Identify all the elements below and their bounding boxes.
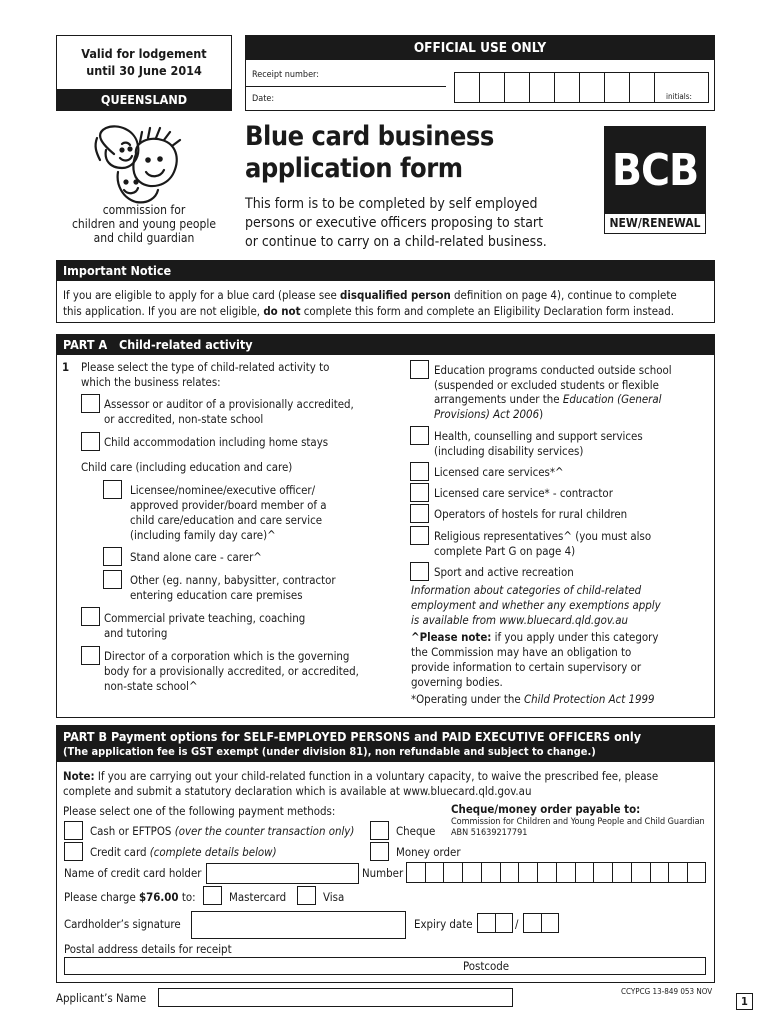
label-applicant-name: Applicant’s Name — [56, 991, 147, 1005]
question-number: 1 — [62, 360, 70, 374]
note-line1: ^Please note: if you apply under this category — [411, 630, 659, 644]
label-health-2: (including disability services) — [434, 444, 584, 458]
label-mastercard: Mastercard — [229, 890, 287, 904]
checkbox-cash[interactable] — [64, 821, 83, 840]
label-religious-1: Religious representatives^ (you must also — [434, 529, 652, 543]
checkbox-mastercard[interactable] — [203, 886, 222, 905]
validity-box — [56, 35, 232, 111]
label-commercial-1: Commercial private teaching, coaching — [104, 611, 306, 625]
cardholder-name-input[interactable] — [206, 863, 359, 884]
label-signature: Cardholder’s signature — [64, 917, 181, 931]
label-director-2: body for a provisionally accredited, or accredited, — [104, 664, 359, 678]
notice-heading: Important Notice — [57, 261, 714, 281]
checkbox-assessor[interactable] — [81, 394, 100, 413]
label-standalone: Stand alone care - carer^ — [130, 550, 262, 564]
label-hostels: Operators of hostels for rural children — [434, 507, 628, 521]
payable-line2: ABN 51639217791 — [451, 828, 528, 838]
notice-line1: If you are eligible to apply for a blue card (please see disqualified person definition on page 4), continue to complete — [63, 288, 677, 302]
label-director-1: Director of a corporation which is the governing — [104, 649, 350, 663]
checkbox-religious[interactable] — [410, 526, 429, 545]
note-line3: provide information to certain supervisory or — [411, 660, 642, 674]
part-b-heading-line2: (The application fee is GST exempt (under division 81), non refundable and subject to change.) — [63, 745, 596, 758]
checkbox-credit[interactable] — [64, 842, 83, 861]
info-line2: employment and whether any exemptions apply — [411, 598, 661, 612]
org-line3: and child guardian — [93, 231, 195, 245]
label-credit: Credit card (complete details below) — [90, 845, 277, 859]
notice-box — [56, 260, 715, 323]
intro-line2: persons or executive officers proposing to start — [245, 215, 544, 231]
expiry-month-cells[interactable] — [477, 913, 513, 933]
label-cardholder-name: Name of credit card holder — [64, 866, 202, 880]
checkbox-licensed-care[interactable] — [410, 462, 429, 481]
postal-address-input[interactable] — [64, 957, 706, 975]
label-education-3: arrangements under the Education (General — [434, 392, 662, 406]
checkbox-licensed-contractor[interactable] — [410, 483, 429, 502]
part-a-heading: PART A Child-related activity — [57, 335, 714, 355]
part-b-heading — [57, 726, 714, 762]
label-cheque: Cheque — [396, 824, 436, 838]
label-education-1: Education programs conducted outside school — [434, 363, 672, 377]
note-line4: governing bodies. — [411, 675, 503, 689]
divider — [246, 86, 446, 87]
part-b-heading-line1: PART B Payment options for SELF-EMPLOYED PERSONS and PAID EXECUTIVE OFFICERS only — [63, 729, 642, 744]
label-licensee-1: Licensee/nominee/executive officer/ — [130, 483, 316, 497]
label-health-1: Health, counselling and support services — [434, 429, 643, 443]
partb-note-line2: complete and submit a statutory declaration which is available at www.bluecard.qld.gov.au — [63, 784, 532, 798]
date-label: Date: — [252, 94, 275, 104]
checkbox-standalone[interactable] — [103, 547, 122, 566]
label-education-4: Provisions) Act 2006) — [434, 407, 544, 421]
payable-title: Cheque/money order payable to: — [451, 802, 641, 816]
operating-line: *Operating under the Child Protection Act 1999 — [411, 692, 655, 706]
checkbox-licensee[interactable] — [103, 480, 122, 499]
checkbox-money-order[interactable] — [370, 842, 389, 861]
question-line1: Please select the type of child-related activity to — [81, 360, 330, 374]
form-code-footer: CCYPCG 13-849 053 NOV — [621, 987, 713, 996]
checkbox-hostels[interactable] — [410, 504, 429, 523]
validity-line1: Valid for lodgement — [81, 46, 207, 61]
label-card-number: Number — [362, 866, 404, 880]
initials-label: initials: — [666, 92, 692, 101]
label-money-order: Money order — [396, 845, 461, 859]
notice-line2: this application. If you are not eligible, do not complete this form and complete an Eligibility Declaration form instead. — [63, 304, 675, 318]
state-label: QUEENSLAND — [57, 89, 231, 110]
official-use-box — [245, 35, 715, 111]
checkbox-director[interactable] — [81, 646, 100, 665]
intro-line3: or continue to carry on a child-related business. — [245, 234, 547, 250]
label-licensed-care: Licensed care services*^ — [434, 465, 564, 479]
label-director-3: non-state school^ — [104, 679, 198, 693]
applicant-name-input[interactable] — [158, 988, 513, 1007]
label-charge: Please charge $76.00 to: — [64, 890, 196, 904]
postcode-label: Postcode — [463, 959, 510, 973]
org-line2: children and young people — [71, 217, 217, 231]
checkbox-sport[interactable] — [410, 562, 429, 581]
label-childcare: Child care (including education and care) — [81, 460, 293, 474]
form-type: NEW/RENEWAL — [609, 216, 701, 230]
label-expiry: Expiry date — [414, 917, 473, 931]
label-accommodation: Child accommodation including home stays — [104, 435, 329, 449]
checkbox-other[interactable] — [103, 570, 122, 589]
partb-note-line1: Note: If you are carrying out your child-related function in a voluntary capacity, to waive the prescribed fee, please — [63, 769, 659, 783]
card-number-cells[interactable] — [406, 862, 706, 883]
label-other-1: Other (eg. nanny, babysitter, contractor — [130, 573, 336, 587]
label-assessor-2: or accredited, non-state school — [104, 412, 264, 426]
label-licensee-3: child care/education and care service — [130, 513, 323, 527]
children-faces-logo — [92, 124, 190, 208]
official-use-title: OFFICIAL USE ONLY — [246, 36, 714, 60]
payment-select-label: Please select one of the following payment methods: — [63, 804, 336, 818]
org-line1: commission for — [102, 203, 186, 217]
info-line1: Information about categories of child-related — [411, 583, 642, 597]
label-religious-2: complete Part G on page 4) — [434, 544, 576, 558]
form-code: BCB — [605, 127, 705, 214]
validity-line2: until 30 June 2014 — [86, 63, 202, 78]
label-assessor-1: Assessor or auditor of a provisionally accredited, — [104, 397, 354, 411]
expiry-year-cells[interactable] — [523, 913, 559, 933]
label-licensee-2: approved provider/board member of a — [130, 498, 327, 512]
checkbox-education[interactable] — [410, 360, 429, 379]
info-line3: is available from www.bluecard.qld.gov.au — [411, 613, 629, 627]
checkbox-accommodation[interactable] — [81, 432, 100, 451]
label-postal: Postal address details for receipt — [64, 942, 232, 956]
checkbox-health[interactable] — [410, 426, 429, 445]
intro-line1: This form is to be completed by self employed — [245, 196, 538, 212]
form-title-line2: application form — [245, 153, 463, 184]
receipt-label: Receipt number: — [252, 70, 319, 80]
page-number: 1 — [736, 993, 753, 1010]
form-code-badge — [604, 126, 706, 234]
label-commercial-2: and tutoring — [104, 626, 168, 640]
note-line2: the Commission may have an obligation to — [411, 645, 632, 659]
label-sport: Sport and active recreation — [434, 565, 574, 579]
expiry-slash: / — [515, 917, 519, 931]
question-line2: which the business relates: — [81, 375, 221, 389]
payable-line1: Commission for Children and Young People and Child Guardian — [451, 817, 705, 827]
label-cash: Cash or EFTPOS (over the counter transaction only) — [90, 824, 355, 838]
label-licensed-contractor: Licensed care service* - contractor — [434, 486, 613, 500]
checkbox-visa[interactable] — [297, 886, 316, 905]
signature-input[interactable] — [191, 911, 406, 939]
form-title-line1: Blue card business — [245, 121, 494, 152]
label-licensee-4: (including family day care)^ — [130, 528, 276, 542]
label-visa: Visa — [323, 890, 345, 904]
checkbox-cheque[interactable] — [370, 821, 389, 840]
label-other-2: entering education care premises — [130, 588, 303, 602]
label-education-2: (suspended or excluded students or flexible — [434, 378, 659, 392]
checkbox-commercial[interactable] — [81, 607, 100, 626]
